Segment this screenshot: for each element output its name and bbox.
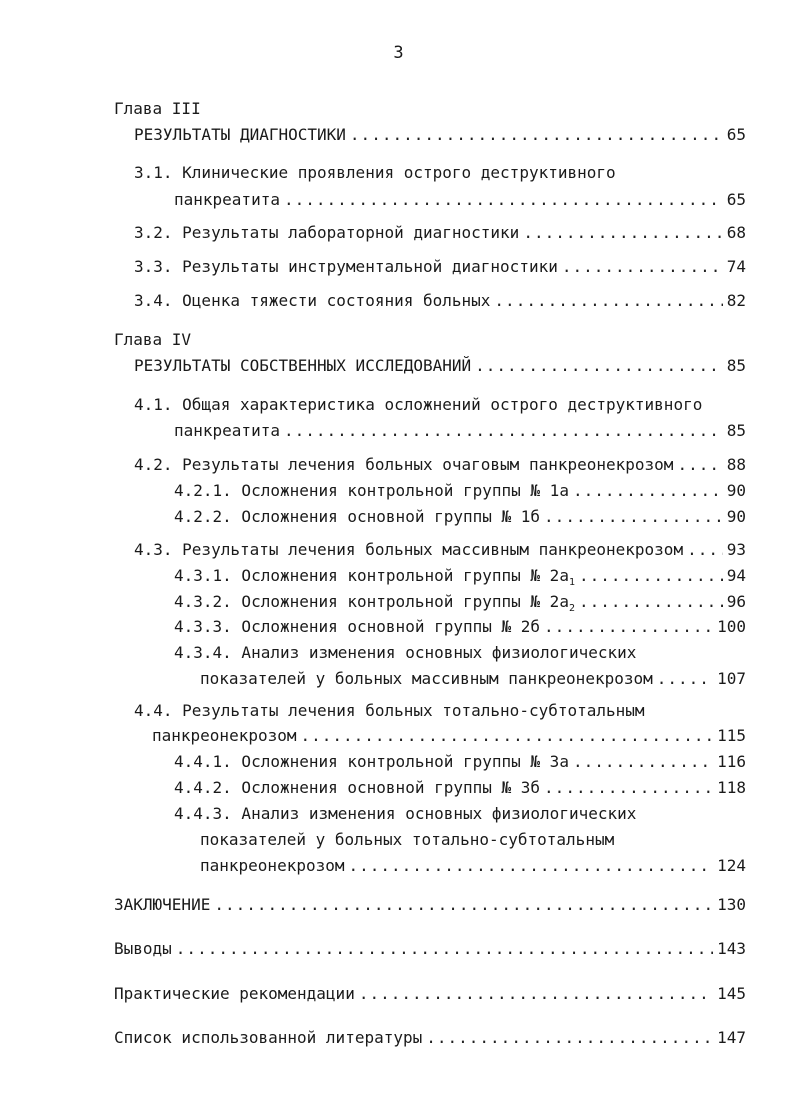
findings-entry[interactable]	[114, 939, 746, 959]
section-4-2-page: 88	[726, 455, 746, 474]
section-4-1-line2: панкреатита	[174, 421, 280, 440]
references-entry[interactable]	[114, 1028, 746, 1048]
section-4-3-4-page: 107	[717, 669, 746, 688]
dot-leader	[301, 726, 714, 746]
section-4-3-4-line2: показателей у больных массивным панкреонекрозом	[200, 669, 653, 688]
section-4-4-line2: панкреонекрозом	[152, 726, 297, 745]
section-3-2-page: 68	[726, 223, 746, 242]
recommendations-entry[interactable]	[114, 984, 746, 1004]
section-4-4-1-entry[interactable]	[174, 752, 746, 772]
section-4-4-3-page: 124	[717, 856, 746, 875]
section-3-2-title: 3.2. Результаты лабораторной диагностики	[134, 223, 520, 242]
dot-leader	[176, 939, 713, 959]
dot-leader	[544, 617, 713, 637]
chapter-4-title-entry[interactable]	[134, 356, 746, 376]
chapter-3-label: Глава III	[114, 99, 201, 118]
conclusion-title: ЗАКЛЮЧЕНИЕ	[114, 895, 211, 914]
section-3-1-page: 65	[726, 190, 746, 209]
section-4-3-page: 93	[726, 540, 746, 559]
references-page: 147	[717, 1028, 746, 1047]
section-4-4-1-title: 4.4.1. Осложнения контрольной группы № 3а	[174, 752, 569, 771]
section-4-3-entry[interactable]	[134, 540, 746, 560]
dot-leader	[523, 223, 722, 243]
section-3-1-entry[interactable]	[174, 190, 746, 210]
chapter-3-page: 65	[726, 125, 746, 144]
section-4-3-4-entry[interactable]	[200, 669, 746, 689]
section-4-4-entry[interactable]	[152, 726, 746, 746]
section-4-2-2-title: 4.2.2. Осложнения основной группы № 1б	[174, 507, 541, 526]
chapter-3-title: РЕЗУЛЬТАТЫ ДИАГНОСТИКИ	[134, 125, 346, 144]
section-3-3-entry[interactable]	[134, 257, 746, 277]
section-4-3-3-page: 100	[717, 617, 746, 636]
subscript-1: 1	[568, 577, 575, 589]
section-4-2-entry[interactable]	[134, 455, 746, 475]
dot-leader	[284, 421, 723, 441]
section-4-2-2-entry[interactable]	[174, 507, 746, 527]
section-4-3-title: 4.3. Результаты лечения больных массивным панкреонекрозом	[134, 540, 684, 559]
recommendations-title: Практические рекомендации	[114, 984, 355, 1003]
section-3-4-title: 3.4. Оценка тяжести состояния больных	[134, 291, 491, 310]
subscript-2: 2	[568, 603, 575, 615]
dot-leader	[657, 669, 713, 689]
section-3-2-entry[interactable]	[134, 223, 746, 243]
section-4-3-1-title: 4.3.1. Осложнения контрольной группы № $2а_1$	[174, 566, 575, 589]
conclusion-entry[interactable]	[114, 895, 746, 915]
chapter-3-title-entry[interactable]	[134, 125, 746, 145]
section-4-2-2-page: 90	[726, 507, 746, 526]
dot-leader	[349, 856, 714, 876]
section-4-4-2-page: 118	[717, 778, 746, 797]
section-3-1-line1[interactable]: 3.1. Клинические проявления острого деструктивного	[134, 163, 616, 182]
section-4-4-3-entry[interactable]	[200, 856, 746, 876]
section-3-4-page: 82	[726, 291, 746, 310]
section-4-3-2-entry[interactable]	[174, 592, 746, 615]
section-3-3-page: 74	[726, 257, 746, 276]
section-4-2-title: 4.2. Результаты лечения больных очаговым панкреонекрозом	[134, 455, 674, 474]
dot-leader	[562, 257, 723, 277]
section-4-3-2-page: 96	[726, 592, 746, 611]
page-number: 3	[393, 43, 404, 63]
dot-leader	[284, 190, 723, 210]
section-4-1-page: 85	[726, 421, 746, 440]
section-4-2-1-page: 90	[726, 481, 746, 500]
dot-leader	[677, 455, 722, 475]
section-4-3-4-line1[interactable]: 4.3.4. Анализ изменения основных физиологических	[174, 643, 637, 662]
dot-leader	[573, 752, 713, 772]
dot-leader	[359, 984, 713, 1004]
section-4-3-1-page: 94	[726, 566, 746, 585]
section-4-4-3-line2[interactable]: показателей у больных тотально-субтотальным	[200, 830, 615, 849]
section-4-3-1-entry[interactable]	[174, 566, 746, 589]
section-4-4-3-line3: панкреонекрозом	[200, 856, 345, 875]
dot-leader	[214, 895, 713, 915]
section-4-2-1-entry[interactable]	[174, 481, 746, 501]
recommendations-page: 145	[717, 984, 746, 1003]
dot-leader	[544, 507, 723, 527]
dot-leader	[687, 540, 723, 560]
references-title: Список использованной литературы	[114, 1028, 423, 1047]
section-4-3-2-title: 4.3.2. Осложнения контрольной группы № $2а_2$	[174, 592, 575, 615]
section-4-4-page: 115	[717, 726, 746, 745]
dot-leader	[494, 291, 722, 311]
section-3-1-line2: панкреатита	[174, 190, 280, 209]
dot-leader	[350, 125, 723, 145]
dot-leader	[544, 778, 713, 798]
section-3-3-title: 3.3. Результаты инструментальной диагностики	[134, 257, 558, 276]
section-4-3-3-title: 4.3.3. Осложнения основной группы № 2б	[174, 617, 541, 636]
section-4-4-2-entry[interactable]	[174, 778, 746, 798]
section-4-4-line1[interactable]: 4.4. Результаты лечения больных тотально-субтотальным	[134, 701, 645, 720]
section-4-2-1-title: 4.2.1. Осложнения контрольной группы № 1а	[174, 481, 569, 500]
section-4-4-3-line1[interactable]: 4.4.3. Анализ изменения основных физиологических	[174, 804, 637, 823]
section-4-4-2-title: 4.4.2. Осложнения основной группы № 3б	[174, 778, 541, 797]
section-4-3-3-entry[interactable]	[174, 617, 746, 637]
findings-title: Выводы	[114, 939, 172, 958]
dot-leader	[579, 566, 723, 586]
chapter-4-page: 85	[726, 356, 746, 375]
dot-leader	[579, 592, 723, 612]
section-4-1-line1[interactable]: 4.1. Общая характеристика осложнений острого деструктивного	[134, 395, 703, 414]
chapter-4-label: Глава IV	[114, 330, 192, 349]
conclusion-page: 130	[717, 895, 746, 914]
chapter-4-title: РЕЗУЛЬТАТЫ СОБСТВЕННЫХ ИССЛЕДОВАНИЙ	[134, 356, 472, 375]
findings-page: 143	[717, 939, 746, 958]
section-4-4-1-page: 116	[717, 752, 746, 771]
dot-leader	[475, 356, 723, 376]
dot-leader	[426, 1028, 713, 1048]
section-3-4-entry[interactable]	[134, 291, 746, 311]
section-4-1-entry[interactable]	[174, 421, 746, 441]
dot-leader	[573, 481, 723, 501]
